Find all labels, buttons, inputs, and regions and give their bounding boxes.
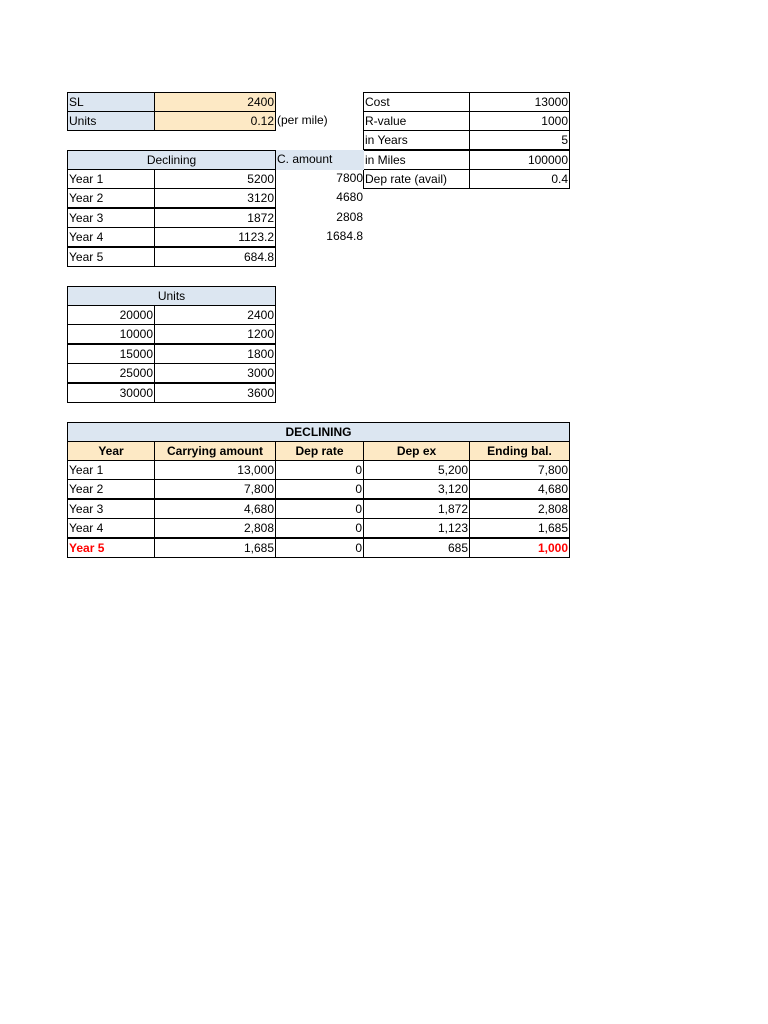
declining-year-cell[interactable]: Year 3	[67, 208, 155, 228]
schedule-carrying-cell[interactable]: 7,800	[154, 479, 276, 499]
units-value-cell[interactable]: 0.12	[154, 111, 276, 131]
schedule-year-cell[interactable]: Year 2	[67, 479, 155, 499]
schedule-depex-cell[interactable]: 685	[363, 538, 470, 558]
schedule-year-cell[interactable]: Year 1	[67, 460, 155, 480]
declining-year-cell[interactable]: Year 4	[67, 227, 155, 247]
schedule-carrying-cell[interactable]: 4,680	[154, 499, 276, 519]
declining-value-cell[interactable]: 1872	[154, 208, 276, 228]
schedule-col-rate[interactable]: Dep rate	[275, 441, 364, 461]
declining-value-cell[interactable]: 684.8	[154, 247, 276, 267]
schedule-ending-cell[interactable]: 7,800	[469, 460, 570, 480]
input-label-miles[interactable]: in Miles	[363, 150, 470, 170]
schedule-year-cell[interactable]: Year 3	[67, 499, 155, 519]
units-value-cell[interactable]: 2400	[154, 305, 276, 325]
schedule-carrying-cell[interactable]: 1,685	[154, 538, 276, 558]
sl-value-cell[interactable]: 2400	[154, 92, 276, 112]
sl-label-cell[interactable]: SL	[67, 92, 155, 112]
schedule-rate-cell[interactable]: 0	[275, 499, 364, 519]
declining-value-cell[interactable]: 1123.2	[154, 227, 276, 247]
schedule-rate-cell[interactable]: 0	[275, 460, 364, 480]
schedule-col-carrying[interactable]: Carrying amount	[154, 441, 276, 461]
input-label-years[interactable]: in Years	[363, 130, 470, 150]
input-label-cost[interactable]: Cost	[363, 92, 470, 112]
schedule-ending-cell[interactable]: 4,680	[469, 479, 570, 499]
declining-value-cell[interactable]: 3120	[154, 188, 276, 208]
input-label-deprate[interactable]: Dep rate (avail)	[363, 169, 470, 189]
schedule-col-year[interactable]: Year	[67, 441, 155, 461]
schedule-year-cell-highlight[interactable]: Year 5	[67, 538, 155, 558]
units-miles-cell[interactable]: 20000	[67, 305, 155, 325]
schedule-title[interactable]: DECLINING	[67, 422, 570, 442]
input-value-years[interactable]: 5	[469, 130, 570, 150]
declining-value-cell[interactable]: 5200	[154, 169, 276, 189]
schedule-carrying-cell[interactable]: 2,808	[154, 518, 276, 538]
units-value-cell[interactable]: 1200	[154, 324, 276, 344]
schedule-rate-cell[interactable]: 0	[275, 479, 364, 499]
declining-year-cell[interactable]: Year 2	[67, 188, 155, 208]
schedule-col-depex[interactable]: Dep ex	[363, 441, 470, 461]
schedule-ending-cell[interactable]: 1,685	[469, 518, 570, 538]
schedule-depex-cell[interactable]: 5,200	[363, 460, 470, 480]
units-miles-cell[interactable]: 30000	[67, 383, 155, 403]
camount-value-cell[interactable]: 4680	[336, 190, 363, 204]
units-miles-cell[interactable]: 25000	[67, 363, 155, 383]
schedule-col-ending[interactable]: Ending bal.	[469, 441, 570, 461]
units-miles-cell[interactable]: 10000	[67, 324, 155, 344]
camount-value-cell[interactable]: 1684.8	[326, 229, 363, 243]
camount-value-cell[interactable]: 2808	[336, 210, 363, 224]
schedule-depex-cell[interactable]: 3,120	[363, 479, 470, 499]
declining-year-cell[interactable]: Year 1	[67, 169, 155, 189]
schedule-year-cell[interactable]: Year 4	[67, 518, 155, 538]
units-value-cell[interactable]: 3600	[154, 383, 276, 403]
units-miles-cell[interactable]: 15000	[67, 344, 155, 364]
declining-header[interactable]: Declining	[67, 150, 276, 170]
schedule-ending-cell-highlight[interactable]: 1,000	[469, 538, 570, 558]
schedule-depex-cell[interactable]: 1,872	[363, 499, 470, 519]
units-value-cell[interactable]: 1800	[154, 344, 276, 364]
units-header[interactable]: Units	[67, 286, 276, 306]
units-note-cell[interactable]: (per mile)	[277, 113, 328, 127]
input-value-cost[interactable]: 13000	[469, 92, 570, 112]
units-label-cell[interactable]: Units	[67, 111, 155, 131]
input-value-miles[interactable]: 100000	[469, 150, 570, 170]
input-value-deprate[interactable]: 0.4	[469, 169, 570, 189]
schedule-rate-cell[interactable]: 0	[275, 518, 364, 538]
input-label-rvalue[interactable]: R-value	[363, 111, 470, 131]
camount-header[interactable]: C. amount	[276, 150, 364, 170]
schedule-carrying-cell[interactable]: 13,000	[154, 460, 276, 480]
units-value-cell[interactable]: 3000	[154, 363, 276, 383]
input-value-rvalue[interactable]: 1000	[469, 111, 570, 131]
camount-value-cell[interactable]: 7800	[336, 171, 363, 185]
declining-year-cell[interactable]: Year 5	[67, 247, 155, 267]
schedule-rate-cell[interactable]: 0	[275, 538, 364, 558]
schedule-depex-cell[interactable]: 1,123	[363, 518, 470, 538]
schedule-ending-cell[interactable]: 2,808	[469, 499, 570, 519]
